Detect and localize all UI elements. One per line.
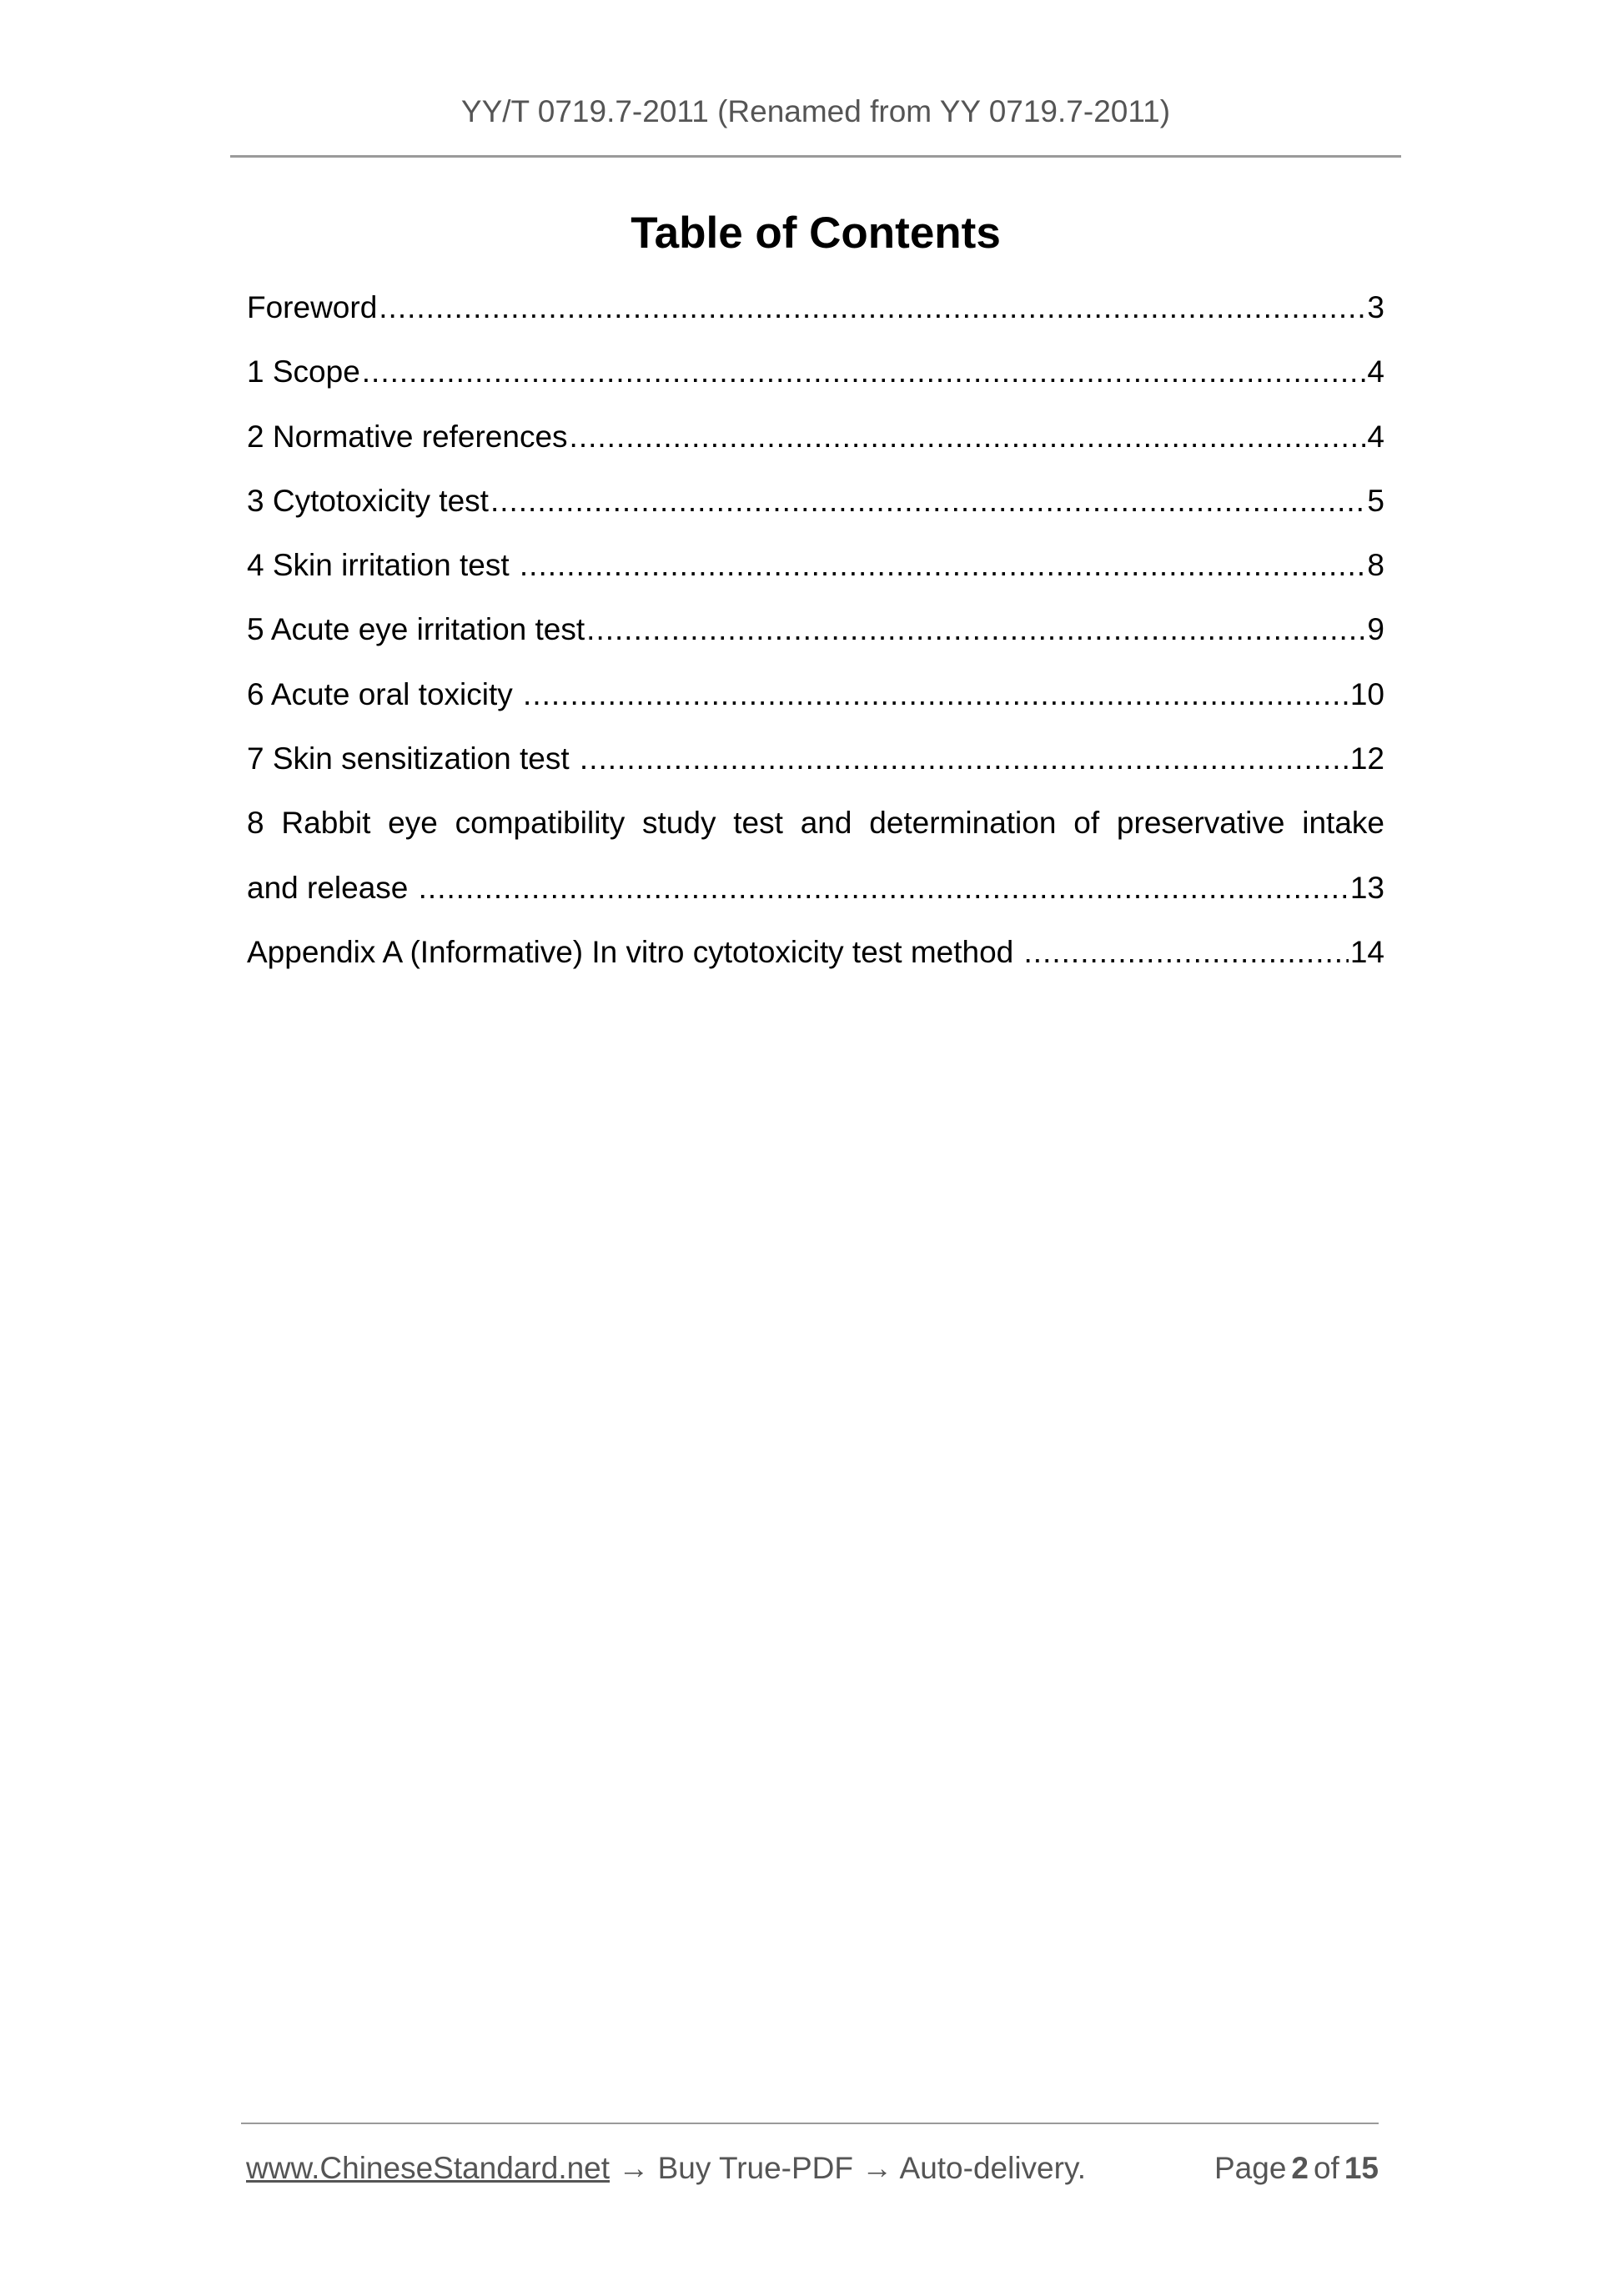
toc-entry-label: 2 Normative references bbox=[247, 419, 568, 454]
toc-entry-label: 8 Rabbit eye compatibility study test and determination of preservative intake bbox=[247, 806, 1384, 841]
toc-entry-foreword[interactable] bbox=[247, 288, 1384, 352]
toc-entry-page: 10 bbox=[1349, 676, 1384, 711]
toc-entry-label: 6 Acute oral toxicity bbox=[247, 676, 522, 711]
toc-entry-label: 4 Skin irritation test bbox=[247, 548, 518, 583]
toc-entry-skin-irritation-test[interactable] bbox=[247, 545, 1384, 610]
toc-entry-acute-eye-irritation-test[interactable] bbox=[247, 610, 1384, 674]
dot-leader bbox=[570, 417, 1366, 457]
total-pages-number: 15 bbox=[1344, 2151, 1379, 2185]
dot-leader bbox=[586, 610, 1365, 650]
toc-entry-rabbit-eye-compatibility-line1[interactable] bbox=[247, 803, 1384, 867]
toc-title: Table of Contents bbox=[631, 208, 1001, 258]
document-header: YY/T 0719.7-2011 (Renamed from YY 0719.7-2011) bbox=[460, 94, 1171, 128]
current-page-number: 2 bbox=[1291, 2151, 1309, 2185]
footer-promo bbox=[246, 2150, 1086, 2187]
toc-entry-skin-sensitization-test[interactable] bbox=[247, 739, 1384, 803]
toc-entry-page: 4 bbox=[1367, 419, 1384, 454]
website-link[interactable]: www.ChineseStandard.net bbox=[246, 2151, 611, 2185]
dot-leader bbox=[362, 352, 1366, 392]
toc-entry-cytotoxicity-test[interactable] bbox=[247, 481, 1384, 545]
toc-entry-label: 5 Acute eye irritation test bbox=[247, 612, 585, 647]
toc-entry-page: 13 bbox=[1349, 870, 1384, 905]
toc-entry-normative-references[interactable] bbox=[247, 417, 1384, 481]
toc-entry-label: Foreword bbox=[247, 290, 378, 324]
footer-divider bbox=[241, 2123, 1379, 2124]
toc-entry-label: 7 Skin sensitization test bbox=[247, 741, 578, 776]
toc-entry-page: 4 bbox=[1367, 354, 1384, 389]
toc-entry-scope[interactable] bbox=[247, 352, 1384, 416]
toc-entry-page: 12 bbox=[1349, 741, 1384, 776]
dot-leader bbox=[523, 675, 1349, 715]
page-of-label: of bbox=[1313, 2151, 1339, 2185]
dot-leader bbox=[379, 288, 1365, 328]
page-label: Page bbox=[1213, 2151, 1287, 2185]
toc-entry-page: 3 bbox=[1367, 290, 1384, 324]
toc-entry-label: and release bbox=[247, 870, 417, 905]
toc-entry-rabbit-eye-compatibility-line2[interactable] bbox=[247, 868, 1384, 932]
toc-entry-acute-oral-toxicity[interactable] bbox=[247, 675, 1384, 739]
header-divider bbox=[230, 155, 1401, 158]
toc-entry-label: Appendix A (Informative) In vitro cytotoxicity test method bbox=[247, 934, 1023, 969]
toc-entry-page: 14 bbox=[1349, 934, 1384, 969]
toc-entry-label: 1 Scope bbox=[247, 354, 360, 389]
toc-entry-page: 5 bbox=[1367, 483, 1384, 518]
toc-entry-label: 3 Cytotoxicity test bbox=[247, 483, 489, 518]
dot-leader bbox=[580, 739, 1349, 779]
toc-entry-page: 9 bbox=[1367, 612, 1384, 647]
footer-tagline: → Buy True-PDF → Auto-delivery. bbox=[610, 2151, 1086, 2185]
dot-leader bbox=[520, 545, 1366, 585]
toc-entry-appendix-a[interactable] bbox=[247, 932, 1384, 997]
dot-leader bbox=[490, 481, 1365, 521]
page-indicator bbox=[1209, 2150, 1379, 2187]
dot-leader bbox=[419, 868, 1349, 908]
table-of-contents bbox=[247, 288, 1384, 997]
dot-leader bbox=[1024, 932, 1349, 972]
toc-entry-page: 8 bbox=[1367, 548, 1384, 583]
document-footer bbox=[246, 2150, 1379, 2187]
